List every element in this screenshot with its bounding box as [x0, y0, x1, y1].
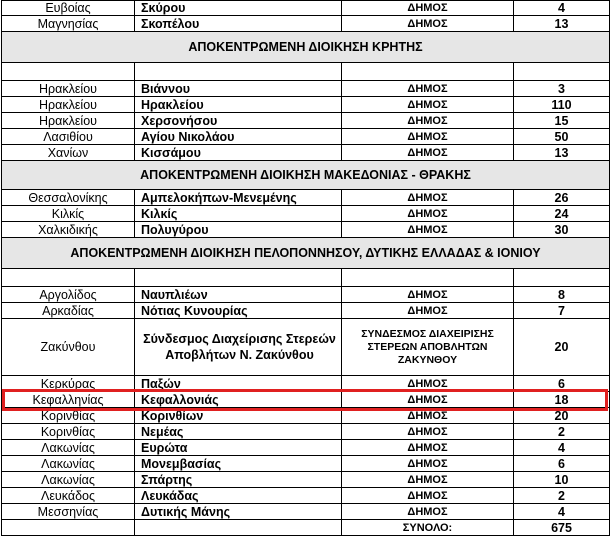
empty-row [2, 269, 610, 287]
region-cell: Κορινθίας [2, 408, 135, 424]
section-header [2, 32, 610, 63]
type-cell: ΔΗΜΟΣ [342, 456, 514, 472]
section-header [2, 161, 610, 190]
table-row [2, 206, 610, 222]
municipality-cell: Χερσονήσου [135, 113, 342, 129]
blank-cell [2, 520, 135, 536]
municipality-cell: Σκοπέλου [135, 16, 342, 32]
count-cell: 6 [514, 456, 610, 472]
region-cell: Κερκύρας [2, 376, 135, 392]
type-cell: ΔΗΜΟΣ [342, 392, 514, 408]
municipality-cell: Σύνδεσμος Διαχείρισης Στερεών Αποβλήτων Ν. Ζακύνθου [135, 319, 342, 376]
table-row [2, 472, 610, 488]
region-cell: Αργολίδος [2, 287, 135, 303]
municipality-cell: Κιλκίς [135, 206, 342, 222]
type-cell: ΔΗΜΟΣ [342, 424, 514, 440]
region-cell: Χανίων [2, 145, 135, 161]
municipality-cell: Νεμέας [135, 424, 342, 440]
municipality-cell: Ναυπλιέων [135, 287, 342, 303]
table-row [2, 319, 610, 376]
type-cell: ΔΗΜΟΣ [342, 376, 514, 392]
region-cell: Ηρακλείου [2, 81, 135, 97]
type-cell: ΔΗΜΟΣ [342, 504, 514, 520]
municipality-cell: Λευκάδας [135, 488, 342, 504]
count-cell: 13 [514, 145, 610, 161]
municipality-cell: Κισσάμου [135, 145, 342, 161]
type-cell: ΔΗΜΟΣ [342, 472, 514, 488]
region-cell: Κιλκίς [2, 206, 135, 222]
type-cell: ΔΗΜΟΣ [342, 287, 514, 303]
municipality-cell: Δυτικής Μάνης [135, 504, 342, 520]
type-cell: ΔΗΜΟΣ [342, 1, 514, 16]
type-cell: ΔΗΜΟΣ [342, 145, 514, 161]
count-cell: 20 [514, 408, 610, 424]
type-cell: ΔΗΜΟΣ [342, 408, 514, 424]
count-cell: 7 [514, 303, 610, 319]
count-cell: 2 [514, 424, 610, 440]
region-cell: Λευκάδος [2, 488, 135, 504]
region-cell: Μαγνησίας [2, 16, 135, 32]
table-row [2, 456, 610, 472]
table-row [2, 97, 610, 113]
table-row [2, 440, 610, 456]
section-header [2, 238, 610, 269]
region-cell: Κεφαλληνίας [2, 392, 135, 408]
municipality-cell: Ευρώτα [135, 440, 342, 456]
municipality-cell: Πολυγύρου [135, 222, 342, 238]
table-row [2, 129, 610, 145]
region-cell: Θεσσαλονίκης [2, 190, 135, 206]
table-row [2, 190, 610, 206]
type-cell: ΔΗΜΟΣ [342, 222, 514, 238]
section-title: ΑΠΟΚΕΝΤΡΩΜΕΝΗ ΔΙΟΙΚΗΣΗ ΜΑΚΕΔΟΝΙΑΣ - ΘΡΑΚΗΣ [2, 161, 610, 190]
type-cell: ΔΗΜΟΣ [342, 113, 514, 129]
count-cell: 4 [514, 1, 610, 16]
municipality-cell: Νότιας Κυνουρίας [135, 303, 342, 319]
table-row [2, 488, 610, 504]
count-cell: 13 [514, 16, 610, 32]
region-cell: Ηρακλείου [2, 97, 135, 113]
region-cell: Λακωνίας [2, 456, 135, 472]
count-cell: 30 [514, 222, 610, 238]
total-row [2, 520, 610, 536]
count-cell: 3 [514, 81, 610, 97]
region-cell: Αρκαδίας [2, 303, 135, 319]
type-cell: ΔΗΜΟΣ [342, 97, 514, 113]
region-cell: Ευβοίας [2, 1, 135, 16]
count-cell: 4 [514, 504, 610, 520]
table-row [2, 81, 610, 97]
table-row [2, 1, 610, 16]
region-cell: Λακωνίας [2, 472, 135, 488]
municipality-cell: Σκύρου [135, 1, 342, 16]
table-row [2, 16, 610, 32]
table-row [2, 113, 610, 129]
region-cell: Λασιθίου [2, 129, 135, 145]
municipality-table [1, 0, 610, 536]
table-row [2, 303, 610, 319]
municipality-cell: Παξών [135, 376, 342, 392]
count-cell: 8 [514, 287, 610, 303]
region-cell: Ζακύνθου [2, 319, 135, 376]
type-cell: ΔΗΜΟΣ [342, 303, 514, 319]
table-row-highlighted [2, 392, 610, 408]
type-cell: ΔΗΜΟΣ [342, 16, 514, 32]
municipality-cell: Μονεμβασίας [135, 456, 342, 472]
empty-row [2, 63, 610, 81]
table-row [2, 504, 610, 520]
region-cell: Ηρακλείου [2, 113, 135, 129]
table-row [2, 145, 610, 161]
type-cell: ΔΗΜΟΣ [342, 190, 514, 206]
region-cell: Χαλκιδικής [2, 222, 135, 238]
municipality-cell: Σπάρτης [135, 472, 342, 488]
municipality-cell: Κεφαλλονιάς [135, 392, 342, 408]
count-cell: 50 [514, 129, 610, 145]
table-body [2, 1, 610, 536]
municipality-cell: Κορινθίων [135, 408, 342, 424]
count-cell: 26 [514, 190, 610, 206]
count-cell: 20 [514, 319, 610, 376]
municipality-cell: Βιάννου [135, 81, 342, 97]
table-row [2, 408, 610, 424]
total-value: 675 [514, 520, 610, 536]
total-label: ΣΥΝΟΛΟ: [342, 520, 514, 536]
count-cell: 15 [514, 113, 610, 129]
type-cell: ΣΥΝΔΕΣΜΟΣ ΔΙΑΧΕΙΡΙΣΗΣ ΣΤΕΡΕΩΝ ΑΠΟΒΛΗΤΩΝ ΖΑΚΥΝΘΟΥ [342, 319, 514, 376]
count-cell: 4 [514, 440, 610, 456]
count-cell: 2 [514, 488, 610, 504]
municipality-cell: Αμπελοκήπων-Μενεμένης [135, 190, 342, 206]
type-cell: ΔΗΜΟΣ [342, 206, 514, 222]
count-cell: 18 [514, 392, 610, 408]
municipality-cell: Ηρακλείου [135, 97, 342, 113]
table-row [2, 376, 610, 392]
section-title: ΑΠΟΚΕΝΤΡΩΜΕΝΗ ΔΙΟΙΚΗΣΗ ΚΡΗΤΗΣ [2, 32, 610, 63]
document-page [1, 0, 610, 536]
table-row [2, 222, 610, 238]
blank-cell [135, 520, 342, 536]
type-cell: ΔΗΜΟΣ [342, 129, 514, 145]
count-cell: 6 [514, 376, 610, 392]
type-cell: ΔΗΜΟΣ [342, 440, 514, 456]
table-row [2, 287, 610, 303]
section-title: ΑΠΟΚΕΝΤΡΩΜΕΝΗ ΔΙΟΙΚΗΣΗ ΠΕΛΟΠΟΝΝΗΣΟΥ, ΔΥΤΙΚΗΣ ΕΛΛΑΔΑΣ & ΙΟΝΙΟΥ [2, 238, 610, 269]
count-cell: 10 [514, 472, 610, 488]
region-cell: Μεσσηνίας [2, 504, 135, 520]
type-cell: ΔΗΜΟΣ [342, 81, 514, 97]
table-row [2, 424, 610, 440]
type-cell: ΔΗΜΟΣ [342, 488, 514, 504]
region-cell: Λακωνίας [2, 440, 135, 456]
count-cell: 24 [514, 206, 610, 222]
region-cell: Κορινθίας [2, 424, 135, 440]
count-cell: 110 [514, 97, 610, 113]
municipality-cell: Αγίου Νικολάου [135, 129, 342, 145]
